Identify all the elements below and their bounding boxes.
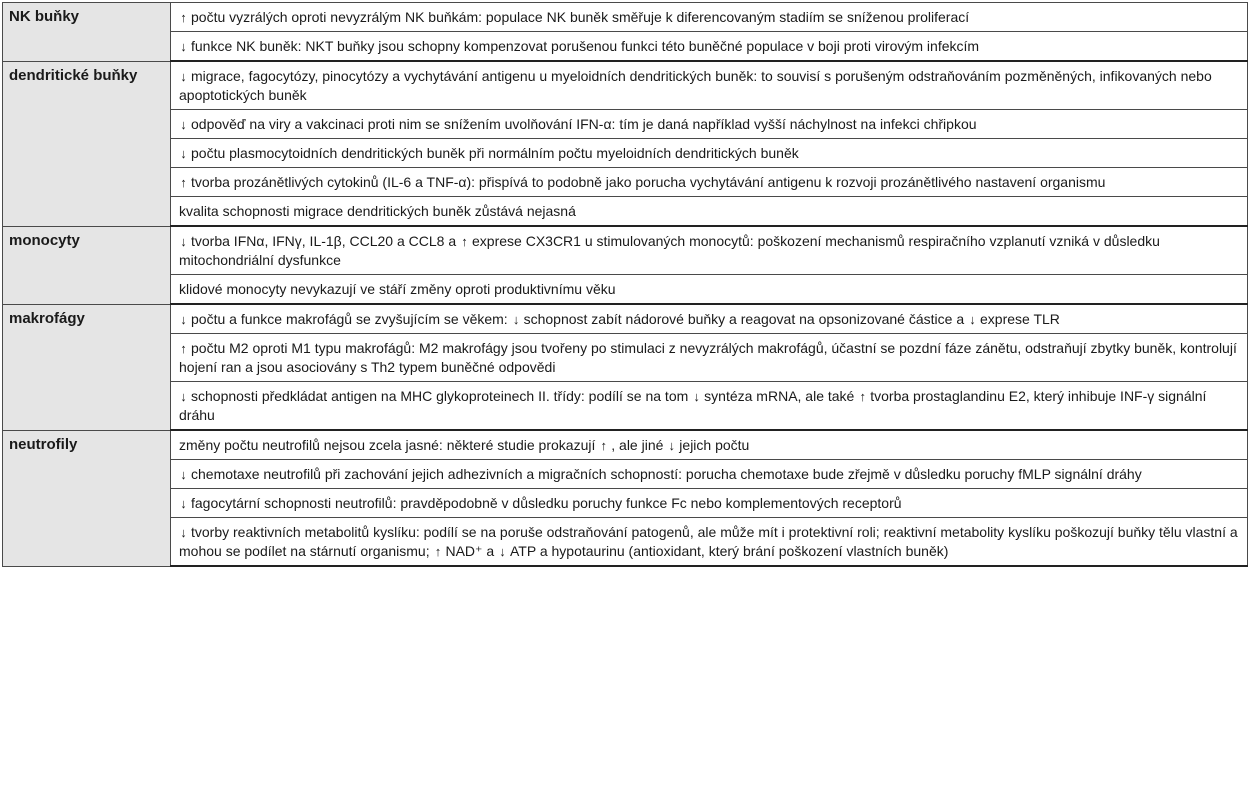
category-label: dendritické buňky — [3, 61, 171, 226]
arrow-down-icon: ↓ — [180, 234, 187, 249]
arrow-up-icon: ↑ — [180, 341, 187, 356]
text-segment: počtu M2 oproti M1 typu makrofágů: M2 makrofágy jsou tvořeny po stimulaci z nevyzrálých makrofágů, účastní se pozdní fáze zánětu, odstraňují zbytky buněk, kontrolují hojení ran a jsou asociovány s Th2 typem buněčné odpovědi — [179, 340, 1237, 375]
table-row — [3, 110, 1248, 139]
text-segment: klidové monocyty nevykazují ve stáří změny oproti produktivnímu věku — [179, 281, 616, 297]
row-text — [171, 430, 1248, 460]
arrow-up-icon: ↑ — [180, 10, 187, 25]
text-segment: počtu plasmocytoidních dendritických buněk při normálním počtu myeloidních dendritických buněk — [191, 145, 799, 161]
arrow-down-icon: ↓ — [668, 438, 676, 453]
arrow-up-icon: ↑ — [859, 389, 866, 404]
text-segment: kvalita schopnosti migrace dendritických buněk zůstává nejasná — [179, 203, 576, 219]
category-label: makrofágy — [3, 304, 171, 430]
arrow-down-icon: ↓ — [180, 312, 187, 327]
text-segment: syntéza mRNA, ale také — [704, 388, 855, 404]
arrow-down-icon: ↓ — [180, 146, 187, 161]
text-segment: změny počtu neutrofilů nejsou zcela jasné: některé studie prokazují — [179, 437, 596, 453]
arrow-up-icon: ↑ — [461, 234, 468, 249]
row-text — [171, 226, 1248, 275]
row-text — [171, 110, 1248, 139]
arrow-down-icon: ↓ — [693, 389, 700, 404]
table-row — [3, 168, 1248, 197]
text-segment: tvorba prozánětlivých cytokinů (IL-6 a TNF-α): přispívá to podobně jako porucha vychytávání antigenu k rozvoji prozánětlivého nastavení organismu — [191, 174, 1106, 190]
table-body — [3, 3, 1248, 567]
row-text — [171, 61, 1248, 110]
row-text — [171, 168, 1248, 197]
table-row — [3, 334, 1248, 382]
immune-aging-table — [2, 2, 1248, 567]
text-segment: exprese TLR — [980, 311, 1060, 327]
text-segment: jejich počtu — [679, 437, 750, 453]
arrow-up-icon: ↑ — [180, 175, 187, 190]
text-segment: , ale jiné — [611, 437, 664, 453]
text-segment: NAD⁺ a — [445, 543, 495, 559]
row-text — [171, 275, 1248, 305]
text-segment: odpověď na viry a vakcinaci proti nim se snížením uvolňování IFN-α: tím je daná například vyšší náchylnost na infekci chřipkou — [191, 116, 977, 132]
row-text — [171, 518, 1248, 567]
text-segment: počtu vyzrálých oproti nevyzrálým NK buňkám: populace NK buněk směřuje k diferencovaným stadiím se sníženou proliferací — [191, 9, 970, 25]
text-segment: exprese CX3CR1 u stimulovaných monocytů: poškození mechanismů respiračního vzplanutí vzniká v důsledku mitochondriální dysfunkce — [179, 233, 1160, 268]
arrow-down-icon: ↓ — [499, 544, 506, 559]
text-segment: chemotaxe neutrofilů při zachování jejich adhezivních a migračních schopností: porucha chemotaxe bude zřejmě v důsledku poruchy fMLP signální dráhy — [191, 466, 1142, 482]
table-row — [3, 489, 1248, 518]
table-row — [3, 304, 1248, 334]
table-row — [3, 3, 1248, 32]
row-text — [171, 460, 1248, 489]
table-row — [3, 139, 1248, 168]
row-text — [171, 3, 1248, 32]
row-text — [171, 32, 1248, 62]
category-label: NK buňky — [3, 3, 171, 62]
table-row — [3, 61, 1248, 110]
table-row — [3, 518, 1248, 567]
row-text — [171, 197, 1248, 227]
row-text — [171, 489, 1248, 518]
text-segment: tvorba prostaglandinu E2, který inhibuje INF-γ signální dráhu — [179, 388, 1207, 423]
arrow-down-icon: ↓ — [969, 312, 976, 327]
text-segment: tvorby reaktivních metabolitů kyslíku: podílí se na poruše odstraňování patogenů, ale může mít i protektivní roli; reaktivní metabolity kyslíku poškozují buňky tělu vlastní a mohou se podílet na stárnutí organismu; — [179, 524, 1238, 559]
text-segment: funkce NK buněk: NKT buňky jsou schopny kompenzovat porušenou funkci této buněčné populace v boji proti virovým infekcím — [191, 38, 980, 54]
table-row — [3, 32, 1248, 62]
arrow-up-icon: ↑ — [434, 544, 442, 559]
text-segment: migrace, fagocytózy, pinocytózy a vychytávání antigenu u myeloidních dendritických buněk: to souvisí s porušeným odstraňováním pozměněných, infikovaných nebo apoptotických buněk — [179, 68, 1212, 103]
arrow-down-icon: ↓ — [180, 467, 187, 482]
text-segment: fagocytární schopnosti neutrofilů: pravděpodobně v důsledku poruchy funkce Fc nebo komplementových receptorů — [191, 495, 902, 511]
arrow-down-icon: ↓ — [180, 69, 187, 84]
row-text — [171, 382, 1248, 431]
arrow-down-icon: ↓ — [180, 496, 187, 511]
table-row — [3, 275, 1248, 305]
table-row — [3, 430, 1248, 460]
text-segment: schopnosti předkládat antigen na MHC glykoproteinech II. třídy: podílí se na tom — [191, 388, 689, 404]
text-segment: ATP a hypotaurinu (antioxidant, který brání poškození vlastních buněk) — [510, 543, 949, 559]
arrow-down-icon: ↓ — [512, 312, 520, 327]
arrow-down-icon: ↓ — [180, 117, 187, 132]
table-row — [3, 382, 1248, 431]
text-segment: počtu a funkce makrofágů se zvyšujícím se věkem: — [191, 311, 508, 327]
row-text — [171, 139, 1248, 168]
arrow-up-icon: ↑ — [600, 438, 607, 453]
arrow-down-icon: ↓ — [180, 525, 187, 540]
category-label: neutrofily — [3, 430, 171, 566]
table-row — [3, 226, 1248, 275]
arrow-down-icon: ↓ — [180, 389, 187, 404]
table-row — [3, 197, 1248, 227]
text-segment: schopnost zabít nádorové buňky a reagovat na opsonizované částice a — [523, 311, 965, 327]
row-text — [171, 334, 1248, 382]
row-text — [171, 304, 1248, 334]
text-segment: tvorba IFNα, IFNγ, IL-1β, CCL20 a CCL8 a — [191, 233, 457, 249]
table-row — [3, 460, 1248, 489]
category-label: monocyty — [3, 226, 171, 304]
arrow-down-icon: ↓ — [180, 39, 187, 54]
